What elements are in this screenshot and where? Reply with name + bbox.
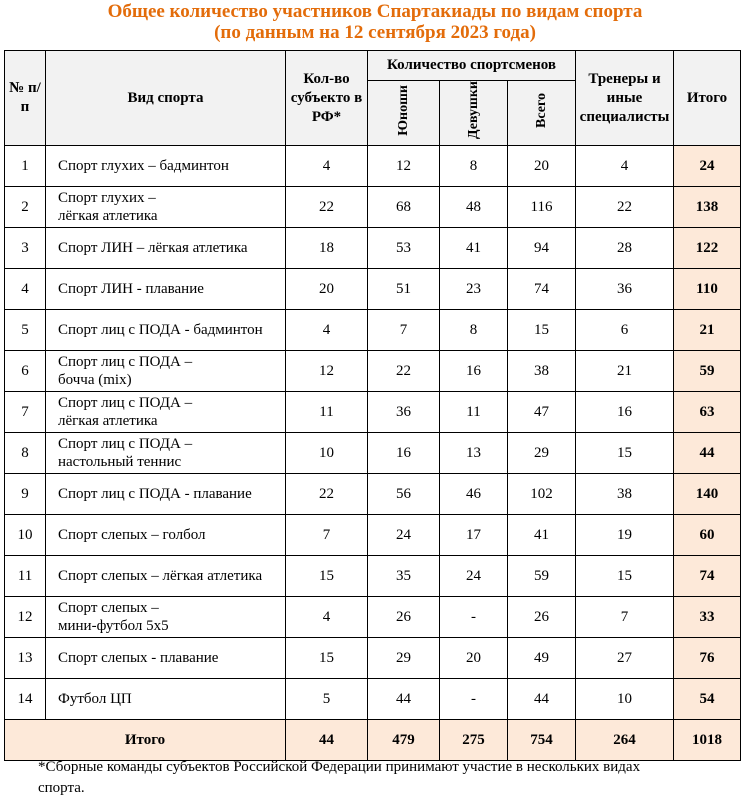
row-all: 59 xyxy=(508,556,576,597)
sport-line-1: Спорт лиц с ПОДА – xyxy=(58,395,193,412)
header-girls: Девушки xyxy=(440,81,508,146)
row-number: 3 xyxy=(5,228,46,269)
table-row xyxy=(5,597,741,638)
table-row xyxy=(5,310,741,351)
table-row xyxy=(5,679,741,720)
row-coaches: 6 xyxy=(576,310,674,351)
row-total: 74 xyxy=(674,556,741,597)
row-number: 9 xyxy=(5,474,46,515)
row-coaches: 7 xyxy=(576,597,674,638)
row-sport xyxy=(46,187,286,228)
row-all: 26 xyxy=(508,597,576,638)
row-regions: 4 xyxy=(286,597,368,638)
row-number: 14 xyxy=(5,679,46,720)
sport-line-1: Спорт глухих – бадминтон xyxy=(58,158,229,175)
row-boys: 29 xyxy=(368,638,440,679)
total-girls: 275 xyxy=(440,720,508,761)
sport-line-2: бочча (mix) xyxy=(58,372,132,389)
sport-line-2: лёгкая атлетика xyxy=(58,413,158,430)
row-coaches: 28 xyxy=(576,228,674,269)
row-coaches: 38 xyxy=(576,474,674,515)
sport-line-1: Спорт лиц с ПОДА - плавание xyxy=(58,486,252,503)
header-regions: Кол-во субъекто в РФ* xyxy=(286,51,368,146)
row-coaches: 16 xyxy=(576,392,674,433)
row-number: 13 xyxy=(5,638,46,679)
total-label: Итого xyxy=(5,720,286,761)
row-total: 76 xyxy=(674,638,741,679)
row-number: 6 xyxy=(5,351,46,392)
total-row xyxy=(5,720,741,761)
row-all: 74 xyxy=(508,269,576,310)
row-all: 49 xyxy=(508,638,576,679)
sport-line-1: Спорт лиц с ПОДА – xyxy=(58,436,193,453)
row-all: 15 xyxy=(508,310,576,351)
table-row xyxy=(5,351,741,392)
row-all: 44 xyxy=(508,679,576,720)
row-all: 102 xyxy=(508,474,576,515)
document-title xyxy=(0,0,750,43)
row-girls: 8 xyxy=(440,146,508,187)
row-regions: 5 xyxy=(286,679,368,720)
sport-line-1: Спорт глухих – xyxy=(58,190,156,207)
sport-line-1: Спорт слепых – голбол xyxy=(58,527,206,544)
title-line-1: Общее количество участников Спартакиады по видам спорта xyxy=(107,1,643,22)
table-row xyxy=(5,638,741,679)
row-girls: - xyxy=(440,597,508,638)
row-girls: 8 xyxy=(440,310,508,351)
row-number: 12 xyxy=(5,597,46,638)
row-all: 20 xyxy=(508,146,576,187)
row-sport xyxy=(46,638,286,679)
table-body xyxy=(5,146,741,720)
row-girls: 20 xyxy=(440,638,508,679)
header-athletes: Количество спортсменов xyxy=(368,51,576,81)
row-regions: 12 xyxy=(286,351,368,392)
row-coaches: 36 xyxy=(576,269,674,310)
row-total: 33 xyxy=(674,597,741,638)
row-regions: 7 xyxy=(286,515,368,556)
header-boys: Юноши xyxy=(368,81,440,146)
row-regions: 20 xyxy=(286,269,368,310)
total-sum: 1018 xyxy=(674,720,741,761)
table-row xyxy=(5,269,741,310)
row-total: 138 xyxy=(674,187,741,228)
row-all: 94 xyxy=(508,228,576,269)
header-all: Всего xyxy=(508,81,576,146)
sport-line-1: Футбол ЦП xyxy=(58,691,132,708)
row-boys: 51 xyxy=(368,269,440,310)
row-sport xyxy=(46,269,286,310)
table-row xyxy=(5,228,741,269)
row-sport xyxy=(46,515,286,556)
row-regions: 4 xyxy=(286,310,368,351)
row-total: 63 xyxy=(674,392,741,433)
row-boys: 7 xyxy=(368,310,440,351)
row-regions: 18 xyxy=(286,228,368,269)
row-all: 29 xyxy=(508,433,576,474)
row-all: 47 xyxy=(508,392,576,433)
row-boys: 35 xyxy=(368,556,440,597)
row-boys: 53 xyxy=(368,228,440,269)
row-sport xyxy=(46,597,286,638)
row-sport xyxy=(46,556,286,597)
row-total: 54 xyxy=(674,679,741,720)
row-total: 60 xyxy=(674,515,741,556)
sport-line-1: Спорт лиц с ПОДА – xyxy=(58,354,193,371)
row-coaches: 4 xyxy=(576,146,674,187)
sport-line-2: настольный теннис xyxy=(58,454,182,471)
row-boys: 44 xyxy=(368,679,440,720)
row-boys: 22 xyxy=(368,351,440,392)
row-all: 38 xyxy=(508,351,576,392)
row-coaches: 22 xyxy=(576,187,674,228)
row-girls: 17 xyxy=(440,515,508,556)
sport-line-1: Спорт лиц с ПОДА - бадминтон xyxy=(58,322,263,339)
total-regions: 44 xyxy=(286,720,368,761)
table-row xyxy=(5,474,741,515)
row-girls: 48 xyxy=(440,187,508,228)
row-sport xyxy=(46,146,286,187)
row-sport xyxy=(46,474,286,515)
row-girls: 11 xyxy=(440,392,508,433)
row-coaches: 21 xyxy=(576,351,674,392)
participants-table xyxy=(4,50,741,761)
table-row xyxy=(5,556,741,597)
row-regions: 4 xyxy=(286,146,368,187)
row-regions: 22 xyxy=(286,187,368,228)
footnote-line-2: спорта. xyxy=(38,780,85,796)
row-total: 21 xyxy=(674,310,741,351)
row-girls: - xyxy=(440,679,508,720)
table-row xyxy=(5,187,741,228)
row-number: 5 xyxy=(5,310,46,351)
row-coaches: 15 xyxy=(576,433,674,474)
row-coaches: 15 xyxy=(576,556,674,597)
row-number: 7 xyxy=(5,392,46,433)
header-sport: Вид спорта xyxy=(46,51,286,146)
row-boys: 16 xyxy=(368,433,440,474)
row-total: 122 xyxy=(674,228,741,269)
sport-line-1: Спорт слепых – лёгкая атлетика xyxy=(58,568,263,585)
row-boys: 26 xyxy=(368,597,440,638)
row-regions: 11 xyxy=(286,392,368,433)
row-regions: 22 xyxy=(286,474,368,515)
row-boys: 36 xyxy=(368,392,440,433)
footnote xyxy=(38,757,738,799)
row-sport xyxy=(46,679,286,720)
total-all: 754 xyxy=(508,720,576,761)
row-girls: 23 xyxy=(440,269,508,310)
row-boys: 68 xyxy=(368,187,440,228)
row-number: 2 xyxy=(5,187,46,228)
row-boys: 56 xyxy=(368,474,440,515)
row-coaches: 10 xyxy=(576,679,674,720)
row-total: 110 xyxy=(674,269,741,310)
total-coaches: 264 xyxy=(576,720,674,761)
table-row xyxy=(5,392,741,433)
row-sport xyxy=(46,228,286,269)
table-row xyxy=(5,146,741,187)
header-coaches: Тренеры и иные специалисты xyxy=(576,51,674,146)
row-number: 1 xyxy=(5,146,46,187)
sport-line-1: Спорт ЛИН – лёгкая атлетика xyxy=(58,240,248,257)
row-sport xyxy=(46,433,286,474)
row-coaches: 19 xyxy=(576,515,674,556)
row-total: 24 xyxy=(674,146,741,187)
header-num: № п/п xyxy=(5,51,46,146)
sport-line-1: Спорт слепых - плавание xyxy=(58,650,219,667)
total-boys: 479 xyxy=(368,720,440,761)
row-boys: 12 xyxy=(368,146,440,187)
row-sport xyxy=(46,351,286,392)
title-line-2: (по данным на 12 сентября 2023 года) xyxy=(214,22,536,43)
sport-line-1: Спорт ЛИН - плавание xyxy=(58,281,204,298)
row-girls: 46 xyxy=(440,474,508,515)
row-girls: 41 xyxy=(440,228,508,269)
sport-line-2: лёгкая атлетика xyxy=(58,208,158,225)
table-row xyxy=(5,515,741,556)
row-total: 59 xyxy=(674,351,741,392)
row-number: 11 xyxy=(5,556,46,597)
row-number: 10 xyxy=(5,515,46,556)
row-girls: 16 xyxy=(440,351,508,392)
row-boys: 24 xyxy=(368,515,440,556)
header-total: Итого xyxy=(674,51,741,146)
row-girls: 13 xyxy=(440,433,508,474)
sport-line-2: мини-футбол 5х5 xyxy=(58,618,169,635)
row-regions: 10 xyxy=(286,433,368,474)
sport-line-1: Спорт слепых – xyxy=(58,600,159,617)
row-number: 4 xyxy=(5,269,46,310)
row-total: 140 xyxy=(674,474,741,515)
row-coaches: 27 xyxy=(576,638,674,679)
row-regions: 15 xyxy=(286,638,368,679)
row-all: 41 xyxy=(508,515,576,556)
footnote-line-1: *Сборные команды субъектов Российской Федерации принимают участие в нескольких видах xyxy=(38,759,641,775)
row-all: 116 xyxy=(508,187,576,228)
row-sport xyxy=(46,310,286,351)
row-sport xyxy=(46,392,286,433)
row-girls: 24 xyxy=(440,556,508,597)
row-number: 8 xyxy=(5,433,46,474)
row-total: 44 xyxy=(674,433,741,474)
table-row xyxy=(5,433,741,474)
row-regions: 15 xyxy=(286,556,368,597)
